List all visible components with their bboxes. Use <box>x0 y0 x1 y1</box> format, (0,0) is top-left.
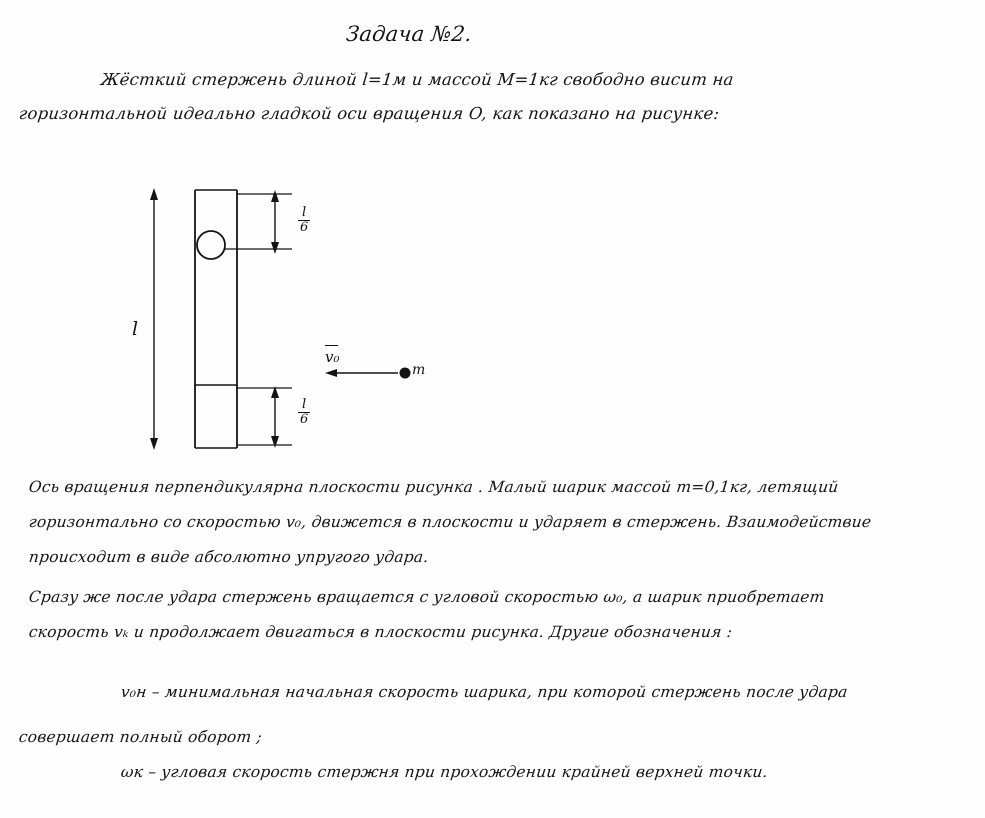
figure-diagram <box>120 180 450 460</box>
body-line-4: Сразу же после удара стержень вращается с угловой скоростью ω₀, а шарик приобретает <box>28 588 826 606</box>
body-line-1: Ось вращения перпендикулярна плоскости рисунка . Малый шарик массой m=0,1кг, летящий <box>28 478 840 496</box>
figure-velocity-label <box>325 348 340 366</box>
problem-line-2: горизонтальной идеально гладкой оси вращения O, как показано на рисунке: <box>18 104 721 123</box>
body-line-5: скорость vₖ и продолжает двигаться в плоскости рисунка. Другие обозначения : <box>28 623 734 641</box>
body-line-2: горизонтально со скоростью v₀, движется в плоскости и ударяет в стержень. Взаимодействие <box>28 513 873 531</box>
figure-ball-label: m <box>412 362 426 378</box>
figure-rod-length-label: l <box>132 318 139 340</box>
figure-fraction-bottom <box>298 398 310 426</box>
fraction-top-numerator: l <box>302 205 307 220</box>
body-line-3: происходит в виде абсолютно упругого удара. <box>28 548 430 566</box>
page-title: Задача №2. <box>345 22 474 46</box>
figure-svg <box>120 180 450 460</box>
fraction-bottom-numerator: l <box>302 397 307 412</box>
body-line-7: совершает полный оборот ; <box>18 728 263 746</box>
body-line-8: ωк – угловая скорость стержня при прохождении крайней верхней точки. <box>120 763 769 781</box>
body-line-6: v₀н – минимальная начальная скорость шарика, при которой стержень после удара <box>120 683 849 701</box>
problem-line-1: Жёсткий стержень длиной l=1м и массой M=1кг свободно висит на <box>100 70 735 89</box>
figure-fraction-top <box>298 206 310 234</box>
fraction-top-denominator: 6 <box>300 219 309 235</box>
velocity-vector-text: v₀ <box>325 348 340 366</box>
fraction-bottom-denominator: 6 <box>300 411 309 427</box>
